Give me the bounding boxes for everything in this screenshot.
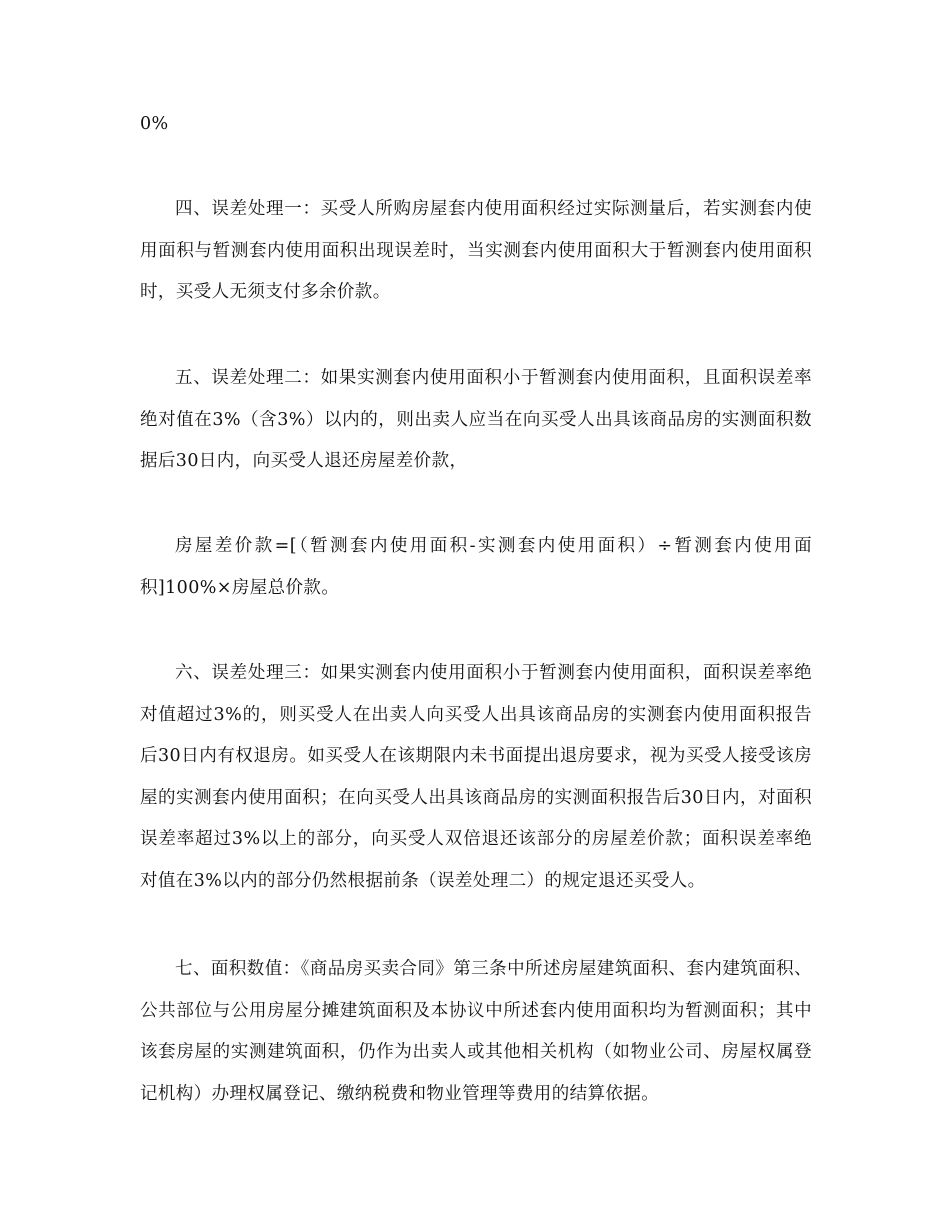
- paragraph-error-handling-1: 四、误差处理一：买受人所购房屋套内使用面积经过实际测量后，若实测套内使用面积与暂测套内使用面积出现误差时，当实测套内使用面积大于暂测套内使用面积时，买受人无须支付多余价款。: [140, 199, 812, 302]
- paragraph-error-handling-3: 六、误差处理三：如果实测套内使用面积小于暂测套内使用面积，面积误差率绝对值超过3%的，则买受人在出卖人向买受人出具该商品房的实测套内使用面积报告后30日内有权退房。如买受人在该期限内未书面提出退房要求，视为买受人接受该房屋的实测套内使用面积；在向买受人出具该商品房的实测面积报告后30日内，对面积误差率超过3%以上的部分，向买受人双倍退还该部分的房屋差价款；面积误差率绝对值在3%以内的部分仍然根据前条（误差处理二）的规定退还买受人。: [140, 663, 812, 891]
- paragraph-error-handling-2: 五、误差处理二：如果实测套内使用面积小于暂测套内使用面积，且面积误差率绝对值在3%（含3%）以内的，则出卖人应当在向买受人出具该商品房的实测面积数据后30日内，向买受人退还房屋差价款，: [140, 368, 812, 471]
- paragraph-price-difference-formula: 房屋差价款=[（暂测套内使用面积-实测套内使用面积）÷暂测套内使用面积]100%×房屋总价款。: [140, 536, 812, 598]
- paragraph-area-values: 七、面积数值：《商品房买卖合同》第三条中所述房屋建筑面积、套内建筑面积、公共部位与公用房屋分摊建筑面积及本协议中所述套内使用面积均为暂测面积；其中该套房屋的实测建筑面积，仍作为出卖人或其他相关机构（如物业公司、房屋权属登记机构）办理权属登记、缴纳税费和物业管理等费用的结算依据。: [140, 959, 812, 1104]
- fragment-top-text: 0%: [140, 114, 169, 134]
